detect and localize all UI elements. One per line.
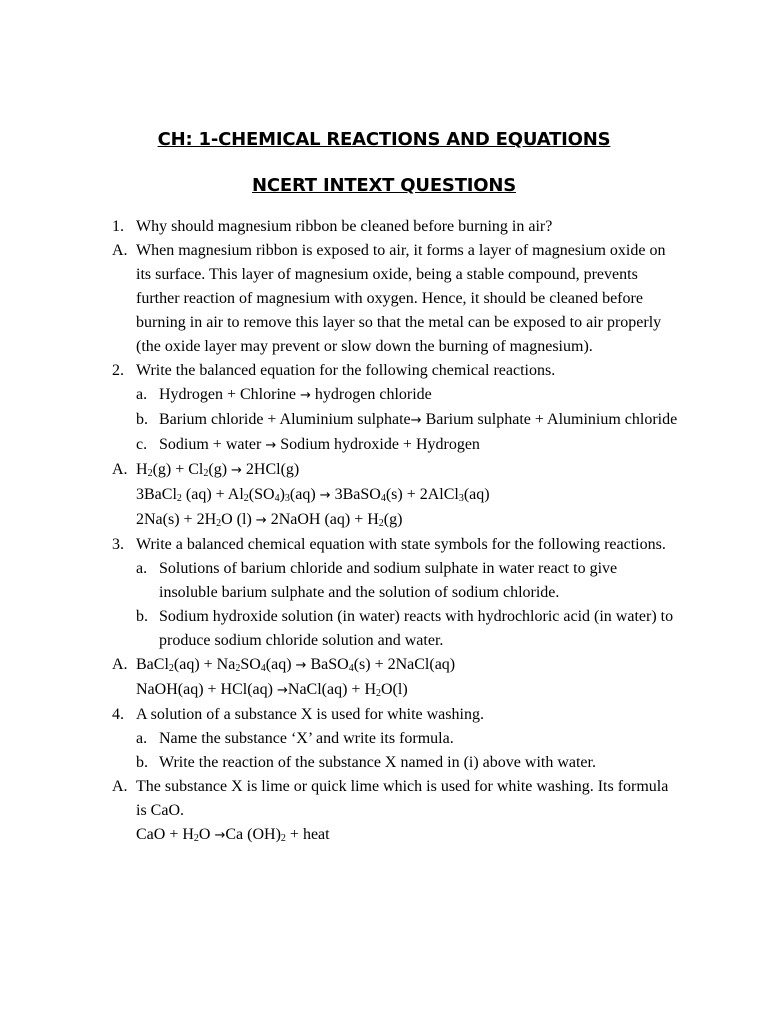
formula-part: (s) + 2NaCl(aq) — [353, 656, 456, 673]
formula-part: 2HCl(g) — [245, 461, 300, 478]
sub-question-2a — [0, 383, 768, 408]
question-number: 1. — [112, 218, 124, 235]
formula-part: O — [198, 826, 211, 843]
sub-question-text — [159, 383, 679, 408]
sub-question-text — [159, 408, 679, 433]
formula-part: CaO + H — [136, 826, 194, 843]
formula-part: + heat — [285, 826, 330, 843]
subscript: 2 — [176, 493, 182, 504]
sub-question-3a — [0, 557, 768, 605]
subscript: 2 — [243, 493, 249, 504]
sub-question-text — [159, 433, 679, 458]
sub-question-4a — [0, 727, 768, 751]
reactants-text: Barium chloride + Aluminium sulphate — [159, 411, 411, 428]
formula-part: SO — [240, 656, 261, 673]
equation — [136, 653, 682, 678]
arrow-icon: → — [255, 513, 267, 528]
question-number: 3. — [112, 536, 124, 553]
formula-part: (aq) — [289, 486, 316, 503]
formula-part: (g) — [383, 511, 403, 528]
formula-part: Ca (OH) — [225, 826, 281, 843]
subscript: 2 — [147, 468, 153, 479]
reactants-text: Sodium + water — [159, 436, 262, 453]
formula-part: (g) + Cl — [152, 461, 204, 478]
answer-4 — [0, 775, 768, 823]
subscript: 4 — [348, 663, 354, 674]
question-2 — [0, 359, 768, 383]
sub-question-marker: a. — [136, 730, 148, 747]
subscript: 4 — [274, 493, 280, 504]
subscript: 2 — [168, 663, 174, 674]
subscript: 3 — [284, 493, 290, 504]
sub-question-marker: b. — [136, 608, 148, 625]
equation — [136, 483, 682, 508]
formula-part: NaCl(aq) + H — [287, 681, 376, 698]
formula-part: 2Na(s) + 2H — [136, 511, 217, 528]
subscript: 2 — [280, 833, 286, 844]
sub-question-text: Solutions of barium chloride and sodium sulphate in water react to give insoluble barium sulphate and the solution of sodium chloride. — [159, 560, 618, 601]
chapter-title: CH: 1-CHEMICAL REACTIONS AND EQUATIONS — [157, 129, 611, 150]
formula-part: BaSO — [310, 656, 349, 673]
question-text: Write a balanced chemical equation with state symbols for the following reactions. — [136, 536, 666, 553]
equation — [136, 458, 682, 483]
sub-question-text: Name the substance ‘X’ and write its formula. — [159, 730, 454, 747]
formula-part: O(l) — [381, 681, 408, 698]
formula-part: (aq) + Na — [173, 656, 236, 673]
arrow-icon: → — [300, 388, 311, 403]
answer-marker: A. — [112, 461, 128, 478]
formula-part: H — [136, 461, 148, 478]
subscript: 2 — [235, 663, 241, 674]
formula-part: 3BaSO — [334, 486, 381, 503]
subscript: 4 — [380, 493, 386, 504]
formula-part: (s) + 2AlCl — [385, 486, 459, 503]
arrow-icon: → — [319, 488, 331, 503]
products-text: Barium sulphate + Aluminium chloride — [425, 411, 678, 428]
formula-part: (aq) — [463, 486, 490, 503]
sub-question-marker: b. — [136, 754, 148, 771]
sub-question-marker: a. — [136, 560, 148, 577]
answer-text: The substance X is lime or quick lime which is used for white washing. Its formula is CaO. — [136, 778, 669, 819]
question-1 — [0, 215, 768, 239]
sub-question-marker: b. — [136, 411, 148, 428]
products-text: hydrogen chloride — [314, 386, 432, 403]
equation-row — [0, 678, 768, 703]
question-4 — [0, 703, 768, 727]
equation — [136, 678, 682, 703]
sub-question-3b — [0, 605, 768, 653]
arrow-icon: → — [410, 413, 422, 428]
formula-part: ) — [279, 486, 285, 503]
arrow-icon: → — [265, 438, 277, 453]
formula-part: NaOH(aq) + HCl(aq) — [136, 681, 273, 698]
subscript: 2 — [203, 468, 209, 479]
question-text: Why should magnesium ribbon be cleaned before burning in air? — [136, 218, 553, 235]
arrow-icon: → — [276, 683, 288, 698]
section-title: NCERT INTEXT QUESTIONS — [251, 175, 516, 196]
subscript: 2 — [378, 518, 384, 529]
answer-1 — [0, 239, 768, 359]
answer-text: When magnesium ribbon is exposed to air, it forms a layer of magnesium oxide on its surface. This layer of magnesium oxide, being a stable compound, prevents further reaction of magnesium with oxygen. Hence, it should be cleaned before burning in air to remove this layer so that the metal can be exposed to air properly (the oxide layer may prevent or slow down the burning of magnesium). — [136, 242, 666, 355]
sub-question-marker: a. — [136, 386, 148, 403]
equation — [136, 508, 682, 533]
formula-part: O (l) — [221, 511, 252, 528]
answer-3 — [0, 653, 768, 678]
question-number: 4. — [112, 706, 124, 723]
formula-part: BaCl — [136, 656, 169, 673]
arrow-icon: → — [214, 828, 226, 843]
answer-2 — [0, 458, 768, 483]
subscript: 4 — [260, 663, 266, 674]
formula-part: (SO — [248, 486, 275, 503]
question-text: Write the balanced equation for the following chemical reactions. — [136, 362, 556, 379]
sub-question-4b — [0, 751, 768, 775]
answer-marker: A. — [112, 778, 128, 795]
subscript: 2 — [216, 518, 222, 529]
sub-question-text: Write the reaction of the substance X named in (i) above with water. — [159, 754, 596, 771]
question-3 — [0, 533, 768, 557]
equation-row — [0, 508, 768, 533]
answer-marker: A. — [112, 656, 128, 673]
formula-part: 2NaOH (aq) + H — [270, 511, 379, 528]
formula-part: (g) — [208, 461, 228, 478]
document-body — [0, 215, 768, 848]
sub-question-text: Sodium hydroxide solution (in water) reacts with hydrochloric acid (in water) to produce sodium chloride solution and water. — [159, 608, 674, 649]
equation-row — [0, 823, 768, 848]
arrow-icon: → — [231, 463, 242, 478]
arrow-icon: → — [295, 658, 307, 673]
products-text: Sodium hydroxide + Hydrogen — [280, 436, 480, 453]
subscript: 3 — [458, 493, 464, 504]
subscript: 2 — [193, 833, 199, 844]
subscript: 2 — [376, 688, 381, 699]
sub-question-marker: c. — [136, 436, 148, 453]
answer-marker: A. — [112, 242, 128, 259]
equation — [136, 823, 682, 848]
formula-part: (aq) — [265, 656, 292, 673]
formula-part: 3BaCl — [136, 486, 177, 503]
sub-question-2b — [0, 408, 768, 433]
question-text: A solution of a substance X is used for white washing. — [136, 706, 484, 723]
question-number: 2. — [112, 362, 124, 379]
sub-question-2c — [0, 433, 768, 458]
reactants-text: Hydrogen + Chlorine — [159, 386, 296, 403]
equation-row — [0, 483, 768, 508]
formula-part: (aq) + Al — [181, 486, 244, 503]
